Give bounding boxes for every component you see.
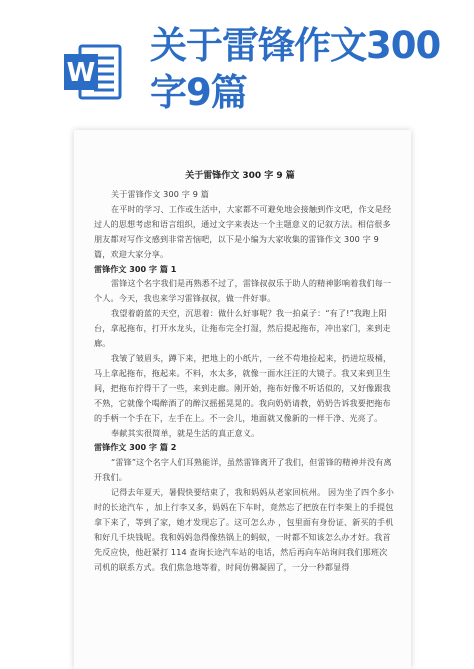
section-heading: 雷锋作文 300 字 篇 1 xyxy=(94,263,177,274)
section-heading: 雷锋作文 300 字 篇 2 xyxy=(94,442,177,453)
paragraph: 关于雷锋作文 300 字 9 篇 xyxy=(111,189,210,199)
paragraph: 记得去年夏天，暑假快要结束了，我和妈妈从老家回杭州。 因为坐了四个多小时的长途汽车 ，加上行李又多，妈妈在下车时，竟然忘了把放在行李架上的手提包拿下来了，等到了家，她才发现忘了。这可怎么办 ，包里面有身份证、新买的手机和好几千块钱呢。我和妈妈急得像热锅上的蚂蚁，一时都不知该怎么办才好。我首先反应快，他赶紧打 114 查询长途汽车站的电话，然后再向车站询问我们那班次司机的联系方式。我们焦急地等着，时间仿佛凝固了，一分一秒都显得 xyxy=(94,487,395,572)
word-document-icon xyxy=(60,40,124,104)
paragraph: 在平时的学习、工作或生活中，大家都不可避免地会接触到作文吧，作文是经过人的思想考虑和语言组织，通过文字来表达一个主题意义的记叙方法。相信很多朋友都对写作文感到非常苦恼吧，以下是小编为大家收集的雷锋作文 300 字 9 篇，欢迎大家分享。 xyxy=(94,203,392,259)
document-body xyxy=(94,168,394,575)
document-page xyxy=(74,130,411,669)
paragraph: 我皱了皱眉头，蹲下来，把地上的小纸片，一丝不苟地捡起来，扔进垃圾桶，马上拿起拖布，拖起来。不料，水太多，就像一面水汪汪的大镜子。我又来到卫生间，把拖布拧得干了一些，来到走廊。刚开始，拖布好像不听话似的，又好像跟我不熟，它就像个喝醉酒了的醉汉摇摇晃晃的。我向奶奶请教，奶奶告诉我要把拖布的手柄一个手在下，左手在上。不一会儿，地面就又像新的一样干净、光亮了。 xyxy=(94,352,392,423)
svg-text:W: W xyxy=(66,58,96,88)
paragraph: 奉献其实很简单，就是生活的真正意义。 xyxy=(111,427,260,438)
header xyxy=(0,0,474,132)
paragraph: 我望着蔚蓝的天空，沉思着：做什么好事呢？我一拍桌子：“有了!”我跑上阳台，拿起拖布，打开水龙头，让拖布完全打湿，然后提起拖布，冲出家门，来到走廊。 xyxy=(94,308,391,349)
paragraph: 雷锋这个名字我们是再熟悉不过了，雷锋叔叔乐于助人的精神影响着我们每一个人。今天，我也来学习雷锋叔叔，做一件好事。 xyxy=(94,278,392,304)
document-heading: 关于雷锋作文 300 字 9 篇 xyxy=(185,171,295,181)
paragraph: “雷锋”这个名字人们耳熟能详，虽然雷锋离开了我们，但雷锋的精神并没有离开我们。 xyxy=(94,457,392,483)
page-title: 关于雷锋作文300字9篇 xyxy=(150,24,441,114)
document-paragraphs xyxy=(94,187,394,575)
